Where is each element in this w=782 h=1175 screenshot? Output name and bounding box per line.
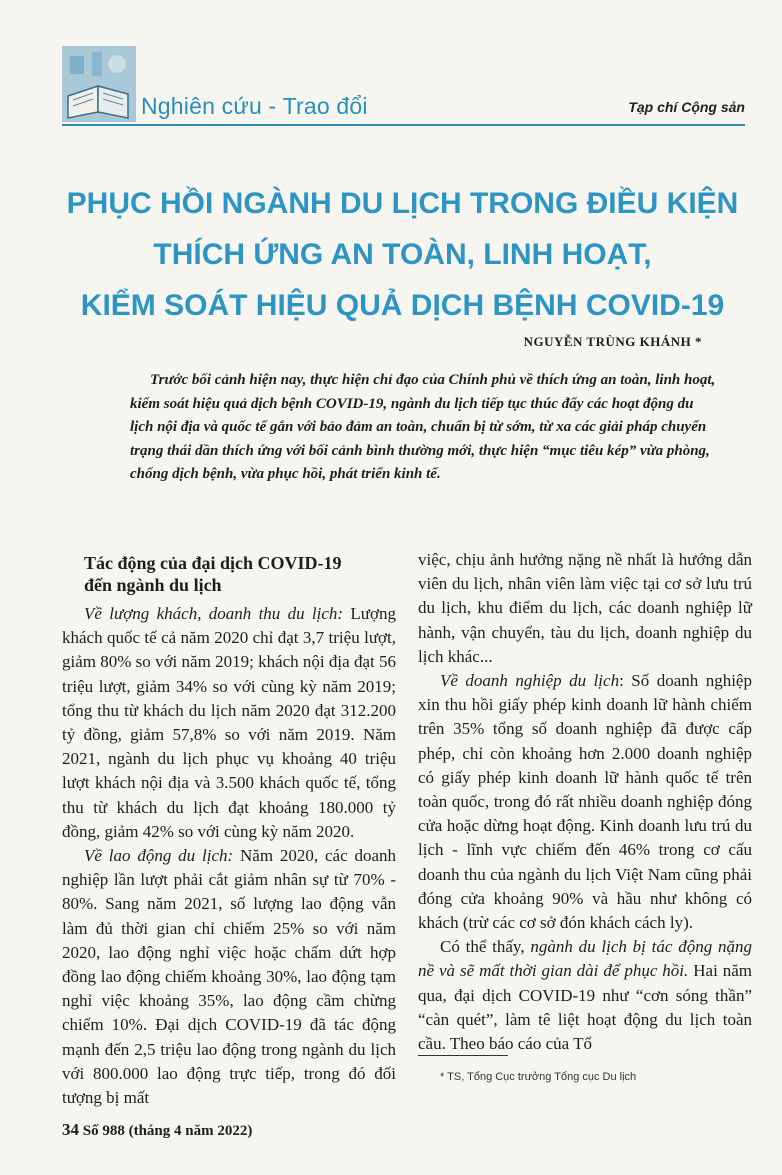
header-divider [62, 124, 745, 126]
page-footer [62, 1120, 252, 1140]
journal-name: Tạp chí Cộng sản [628, 99, 745, 115]
title-line-3: KIỂM SOÁT HIỆU QUẢ DỊCH BỆNH COVID-19 [80, 289, 725, 322]
section-heading-line-1: Tác động của đại dịch COVID-19 [84, 553, 342, 573]
journal-logo [62, 46, 136, 122]
paragraph-text: Năm 2020, các doanh nghiệp lần lượt phải cắt giảm nhân sự từ 70% - 80%. Sang năm 2021, số lượng lao động vẫn làm đủ thời gian chỉ chiếm 25% so với năm 2020, lao động nghỉ việc hoặc chấm dứt hợp đồng lao động chiếm khoảng 30%, lao động tạm nghỉ việc khoảng 35%, lao động cầm chừng chiếm 10%. Đại dịch COVID-19 đã tác động mạnh đến 2,5 triệu lao động trong ngành du lịch với 800.000 lao động trực tiếp, trong đó đối tượng bị mất [62, 846, 397, 1108]
section-heading-line-2: đến ngành du lịch [84, 575, 222, 595]
section-heading [84, 552, 396, 596]
footnote-divider [418, 1055, 508, 1056]
title-line-2: THÍCH ỨNG AN TOÀN, LINH HOẠT, [153, 238, 652, 271]
paragraph-enterprises [418, 669, 752, 935]
section-label: Nghiên cứu - Trao đổi [141, 93, 368, 119]
paragraph-continued: việc, chịu ảnh hưởng nặng nề nhất là hướng dẫn viên du lịch, nhân viên làm việc tại cơ sở lưu trú du lịch, khu điểm du lịch, các doanh nghiệp lữ hành, vận chuyển, tàu du lịch, doanh nghiệp du lịch khác... [418, 550, 752, 666]
paragraph-visitors [62, 602, 396, 844]
paragraph-text: : Số doanh nghiệp xin thu hồi giấy phép kinh doanh lữ hành chiếm trên 35% tổng số doanh nghiệp đã được cấp phép, chỉ còn khoảng hơn 2.000 doanh nghiệp có giấy phép kinh doanh lữ hành quốc tế trên toàn quốc, trong đó rất nhiều doanh nghiệp đóng cửa hoặc dừng hoạt động. Kinh doanh lưu trú du lịch - lĩnh vực chiếm đến 46% trong cơ cấu doanh thu của ngành du lịch Việt Nam cũng phải đóng cửa khoảng 90% và hầu như không có khách (trừ các cơ sở đón khách cách ly). [418, 671, 752, 933]
article-title [40, 178, 765, 331]
issue-info: Số 988 (tháng 4 năm 2022) [82, 1123, 253, 1139]
paragraph-text: Hai năm qua, đại dịch COVID-19 như “cơn sóng thần” “càn quét”, làm tê liệt hoạt động du lịch toàn cầu. Theo báo cáo của Tổ [418, 961, 753, 1054]
paragraph-emphasis: ngành du lịch bị tác động nặng nề và sẽ mất thời gian dài để phục hồi. [418, 937, 752, 981]
paragraph-text: Có thể thấy, [440, 937, 531, 957]
title-line-1: PHỤC HỒI NGÀNH DU LỊCH TRONG ĐIỀU KIỆN [66, 187, 739, 220]
page-number: 34 [62, 1120, 79, 1139]
paragraph-labor [62, 844, 396, 1110]
author-name: NGUYỄN TRÙNG KHÁNH * [523, 334, 702, 349]
paragraph-lead: Về lượng khách, doanh thu du lịch: [84, 604, 344, 623]
left-column [62, 548, 396, 1110]
footnote: * TS, Tổng Cục trưởng Tổng cục Du lịch [440, 1071, 637, 1083]
article-abstract: Trước bối cảnh hiện nay, thực hiện chỉ đạo của Chính phủ về thích ứng an toàn, linh hoạt, kiểm soát hiệu quả dịch bệnh COVID-19, ngành du lịch tiếp tục thúc đẩy các hoạt động du lịch nội địa và quốc tế gắn với bảo đảm an toàn, chuẩn bị từ sớm, từ xa các giải pháp chuyển trạng thái dần thích ứng với bối cảnh bình thường mới, thực hiện “mục tiêu kép” vừa phòng, chống dịch bệnh, vừa phục hồi, phát triển kinh tế. [130, 372, 716, 482]
paragraph-text: Lượng khách quốc tế cả năm 2020 chỉ đạt 3,7 triệu lượt, giảm 80% so với năm 2019; khách nội địa đạt 56 triệu lượt, giảm 34% so với cùng kỳ năm 2019; tổng thu từ khách du lịch năm 2020 đạt 312.200 tỷ đồng, giảm 57,8% so với năm 2019. Năm 2021, ngành du lịch phục vụ khoảng 40 triệu lượt khách nội địa và 3.500 khách quốc tế, tổng thu từ khách du lịch đạt khoảng 180.000 tỷ đồng, giảm 42% so với cùng kỳ năm 2020. [62, 604, 396, 841]
right-column [418, 548, 752, 1056]
paragraph-conclusion [418, 935, 752, 1056]
paragraph-lead: Về lao động du lịch: [84, 846, 234, 866]
paragraph-lead: Về doanh nghiệp du lịch [440, 671, 620, 691]
